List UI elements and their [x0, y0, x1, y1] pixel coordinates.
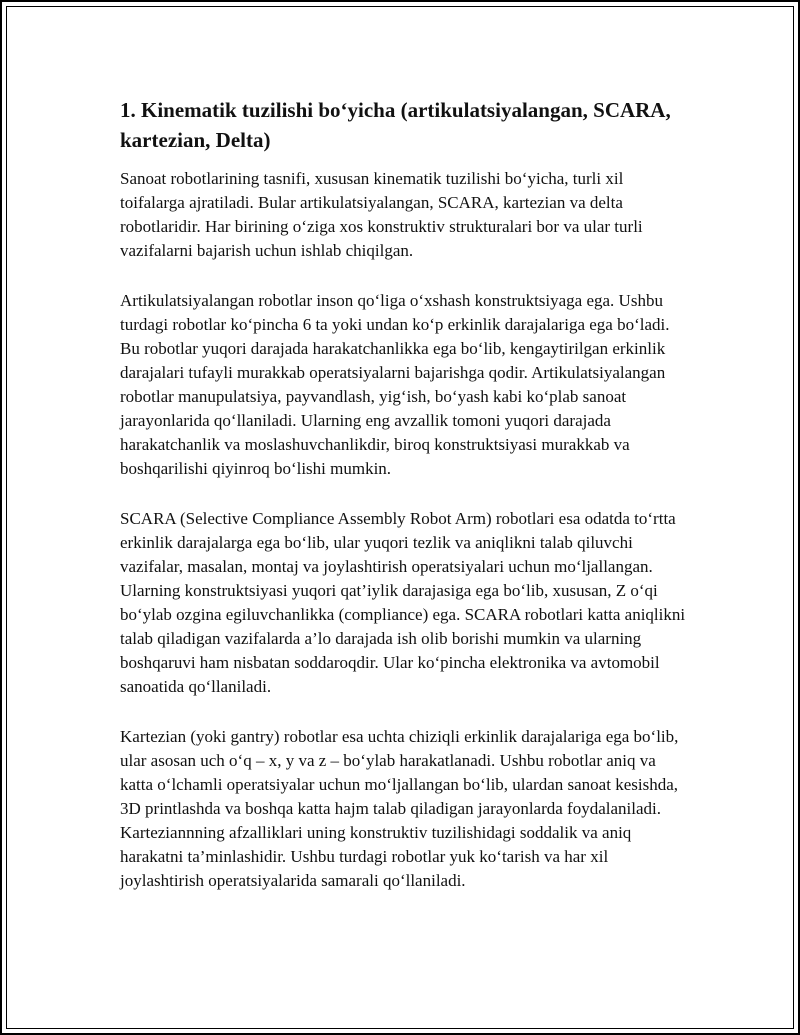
paragraph-cartesian: Kartezian (yoki gantry) robotlar esa uchta chiziqli erkinlik darajalariga ega bo‘lib, ular asosan uch o‘q – x, y va z – bo‘ylab harakatlanadi. Ushbu robotlar aniq va katta o‘lchamli operatsiyalar uchun mo‘ljallangan bo‘lib, ulardan sanoat kesishda, 3D printlashda va boshqa katta hajm talab qiladigan jarayonlarda foydalaniladi. Karteziannning afzalliklari uning konstruktiv tuzilishidagi soddalik va aniq harakatni ta’minlashidir. Ushbu turdagi robotlar yuk ko‘tarish va har xil joylashtirish operatsiyalarida samarali qo‘llaniladi.	[120, 727, 679, 890]
section-heading: 1. Kinematik tuzilishi bo‘yicha (artikulatsiyalangan, SCARA, kartezian, Delta)	[120, 98, 671, 152]
paragraph-intro: Sanoat robotlarining tasnifi, xususan kinematik tuzilishi bo‘yicha, turli xil toifalarga ajratiladi. Bular artikulatsiyalangan, SCARA, kartezian va delta robotlaridir. Har birining o‘ziga xos konstruktiv strukturalari bor va ular turli vazifalarni bajarish uchun ishlab chiqilgan.	[120, 169, 643, 260]
paragraph-articulated: Artikulatsiyalangan robotlar inson qo‘liga o‘xshash konstruktsiyaga ega. Ushbu turdagi robotlar ko‘pincha 6 ta yoki undan ko‘p erkinlik darajalariga ega bo‘ladi. Bu robotlar yuqori darajada harakatchanlikka ega bo‘lib, kengaytirilgan erkinlik darajalari tufayli murakkab operatsiyalarni bajarishga qodir. Artikulatsiyalangan robotlar manupulatsiya, payvandlash, yig‘ish, bo‘yash kabi ko‘plab sanoat jarayonlarida qo‘llaniladi. Ularning eng avzallik tomoni yuqori darajada harakatchanlik va moslashuvchanlikdir, biroq konstruktsiyasi murakkab va boshqarilishi qiyinroq bo‘lishi mumkin.	[120, 291, 670, 478]
paragraph-scara: SCARA (Selective Compliance Assembly Robot Arm) robotlari esa odatda to‘rtta erkinlik darajalarga ega bo‘lib, ular yuqori tezlik va aniqlikni talab qiluvchi vazifalar, masalan, montaj va joylashtirish operatsiyalari uchun mo‘ljallangan. Ularning konstruktsiyasi yuqori qat’iylik darajasiga ega bo‘lib, xususan, Z o‘qi bo‘ylab ozgina egiluvchanlikka (compliance) ega. SCARA robotlari katta aniqlikni talab qiladigan vazifalarda a’lo darajada ish olib borishi mumkin va ularning boshqaruvi ham nisbatan soddaroqdir. Ular ko‘pincha elektronika va avtomobil sanoatida qo‘llaniladi.	[120, 509, 686, 696]
document-content	[120, 95, 686, 919]
